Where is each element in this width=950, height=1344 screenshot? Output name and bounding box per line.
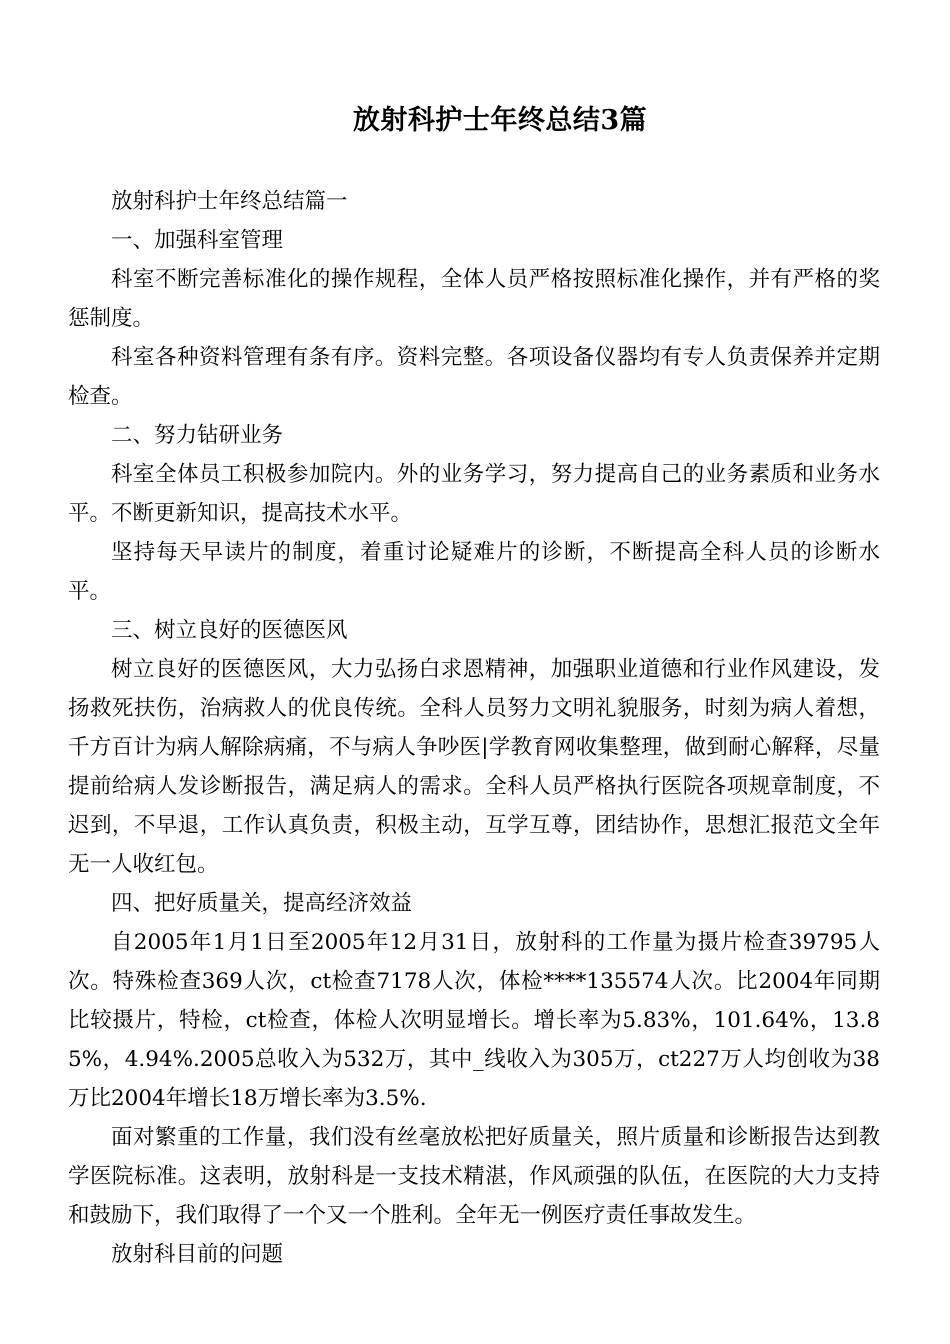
body-paragraph: 自2005年1月1日至2005年12月31日，放射科的工作量为摄片检查39795人次。特殊检查369人次，ct检查7178人次，体检****135574人次。比2004年同期比较摄片，特检，ct检查，体检人次明显增长。增长率为5.83%，101.64%，13.85%，4.94%.2005总收入为532万，其中_线收入为305万，ct227万人均创收为38万比2004年增长18万增长率为3.5%. [68,930,880,1111]
section-heading: 二、努力钻研业务 [111,423,284,448]
section-heading: 四、把好质量关，提高经济效益 [111,891,413,916]
body-paragraph: 科室全体员工积极参加院内。外的业务学习，努力提高自己的业务素质和业务水平。不断更新知识，提高技术水平。 [68,462,880,526]
section-heading: 一、加强科室管理 [111,228,284,253]
section-heading: 放射科护士年终总结篇一 [111,189,348,214]
body-paragraph: 科室不断完善标准化的操作规程，全体人员严格按照标准化操作，并有严格的奖惩制度。 [68,267,880,331]
body-paragraph: 科室各种资料管理有条有序。资料完整。各项设备仪器均有专人负责保养并定期检查。 [68,345,880,409]
body-paragraph: 树立良好的医德医风，大力弘扬白求恩精神，加强职业道德和行业作风建设，发扬救死扶伤，治病救人的优良传统。全科人员努力文明礼貌服务，时刻为病人着想，千方百计为病人解除病痛，不与病人争吵医|学教育网收集整理，做到耐心解释，尽量提前给病人发诊断报告，满足病人的需求。全科人员严格执行医院各项规章制度，不迟到，不早退，工作认真负责，积极主动，互学互尊，团结协作，思想汇报范文全年无一人收红包。 [68,657,880,877]
body-paragraph: 坚持每天早读片的制度，着重讨论疑难片的诊断，不断提高全科人员的诊断水平。 [68,540,880,604]
document-body [68,182,880,1274]
section-heading: 三、树立良好的医德医风 [111,618,348,643]
section-heading: 放射科目前的问题 [111,1242,284,1267]
body-paragraph: 面对繁重的工作量，我们没有丝毫放松把好质量关，照片质量和诊断报告达到教学医院标准。这表明，放射科是一支技术精湛，作风顽强的队伍，在医院的大力支持和鼓励下，我们取得了一个又一个胜利。全年无一例医疗责任事故发生。 [68,1125,880,1228]
document-title: 放射科护士年终总结3篇 [352,105,648,136]
